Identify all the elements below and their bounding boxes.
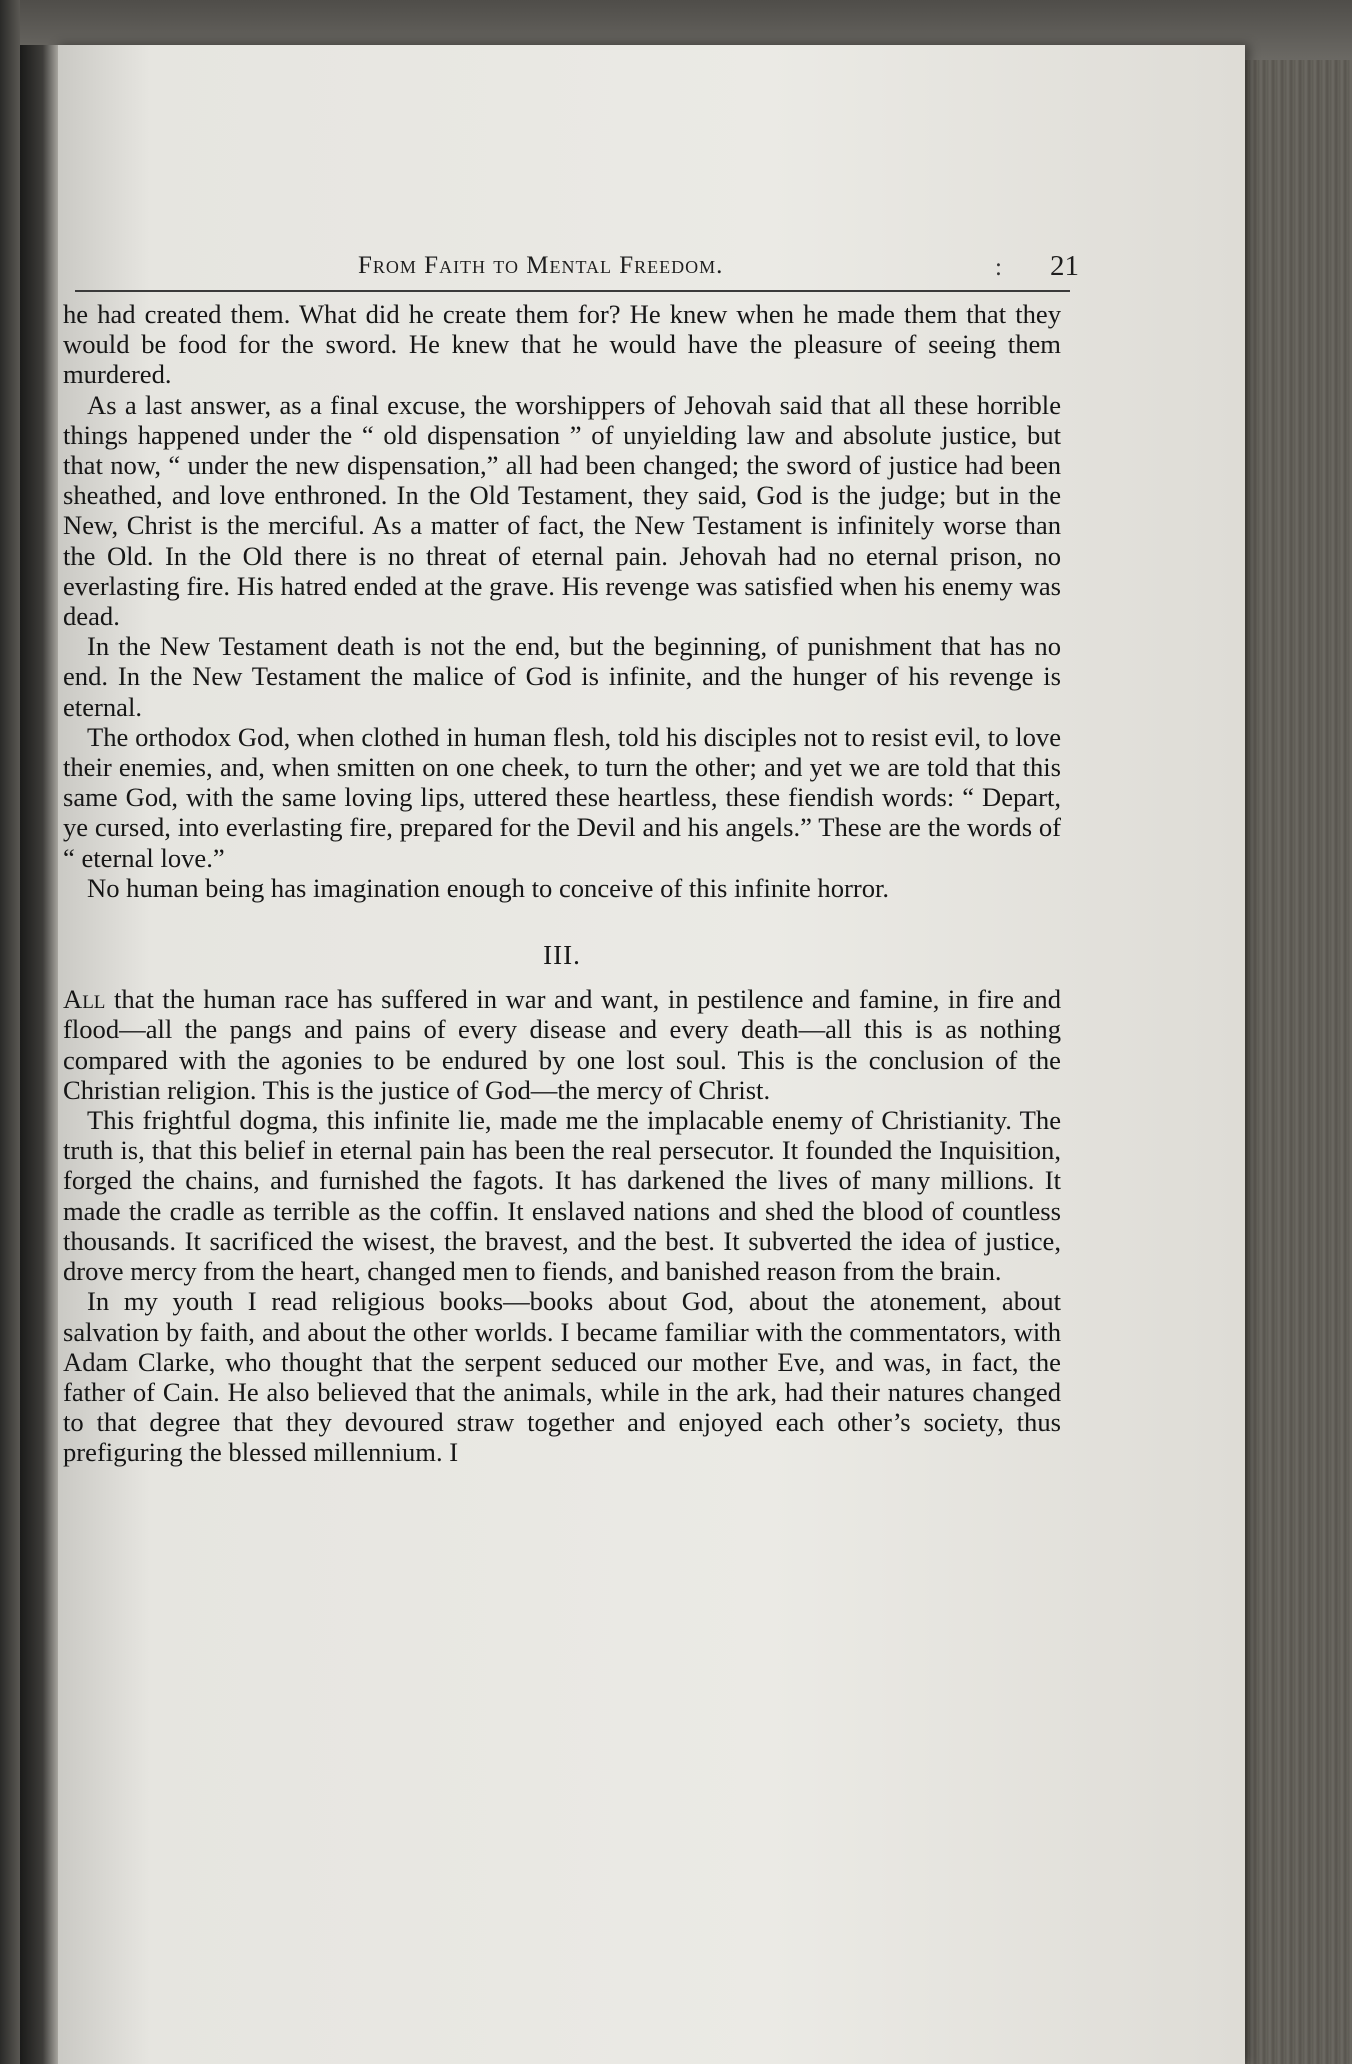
paragraph: As a last answer, as a final excuse, the worshippers of Jehovah said that all these horrible things happened under the “ old dispensation ” of unyielding law and absolute justice, but that now, “ under the new dispensation,” all had been changed; the sword of justice had been sheathed, and love enthroned. In the Old Testament, they said, God is the judge; but in the New, Christ is the merciful. As a matter of fact, the New Testament is infinitely worse than the Old. In the Old there is no threat of eternal pain. Jehovah had no eternal prison, no everlasting fire. His hatred ended at the grave. His revenge was satisfied when his enemy was dead.	[63, 389, 1061, 632]
paragraph: In the New Testament death is not the end, but the beginning, of punishment that has no end. In the New Testament the malice of God is infinite, and the hunger of his revenge is eternal.	[63, 631, 1061, 722]
paragraph: he had created them. What did he create them for? He knew when he made them that they would be food for the sword. He knew that he would have the pleasure of seeing them murdered.	[63, 299, 1061, 390]
section-first-text: that the human race has suffered in war and want, in pestilence and famine, in fire and flood—all the pangs and pains of every disease and every death—all this is as nothing compared with the agonies to be endured by one lost soul. This is the conclusion of the Christian religion. This is the justice of God—the mercy of Christ.	[63, 984, 1061, 1105]
paragraph: In my youth I read religious books—books about God, about the atonement, about salvation by faith, and about the other worlds. I became familiar with the commentators, with Adam Clarke, who thought that the serpent seduced our mother Eve, and was, in fact, the father of Cain. He also believed that the animals, while in the ark, had their natures changed to that degree that they devoured straw together and enjoyed each other’s society, thus prefiguring the blessed millennium. I	[63, 1286, 1061, 1468]
page-number: 21	[1050, 250, 1079, 282]
paragraph: This frightful dogma, this infinite lie, made me the implacable enemy of Christianity. The truth is, that this belief in eternal pain has been the real persecutor. It founded the Inquisition, forged the chains, and furnished the fagots. It has darkened the lives of many millions. It made the cradle as terrible as the coffin. It enslaved nations and shed the blood of countless thousands. It sacrificed the wisest, the bravest, and the best. It subverted the idea of justice, drove mercy from the heart, changed men to fiends, and banished reason from the brain.	[63, 1105, 1061, 1287]
section-heading: III.	[543, 940, 581, 971]
running-title: From Faith to Mental Freedom.	[358, 252, 724, 279]
book-page	[55, 45, 1245, 2064]
book-fore-edge	[1240, 60, 1352, 2064]
paragraph: The orthodox God, when clothed in human flesh, told his disciples not to resist evil, to love their enemies, and, when smitten on one cheek, to turn the other; and yet we are told that this same God, with the same loving lips, uttered these heartless, these fiendish words: “ Depart, ye cursed, into everlasting fire, prepared for the Devil and his angels.” These are the words of “ eternal love.”	[63, 721, 1061, 873]
facing-page-edge	[0, 0, 20, 2064]
paragraph: No human being has imagination enough to conceive of this infinite horror.	[87, 872, 890, 903]
section-first-paragraph	[63, 984, 1061, 1105]
section-first-word: All	[63, 984, 106, 1015]
page-header	[75, 220, 1090, 280]
header-colon-mark: :	[995, 254, 1002, 281]
header-rule	[75, 290, 1070, 292]
gutter	[20, 45, 58, 2064]
body-text	[63, 299, 1061, 1468]
